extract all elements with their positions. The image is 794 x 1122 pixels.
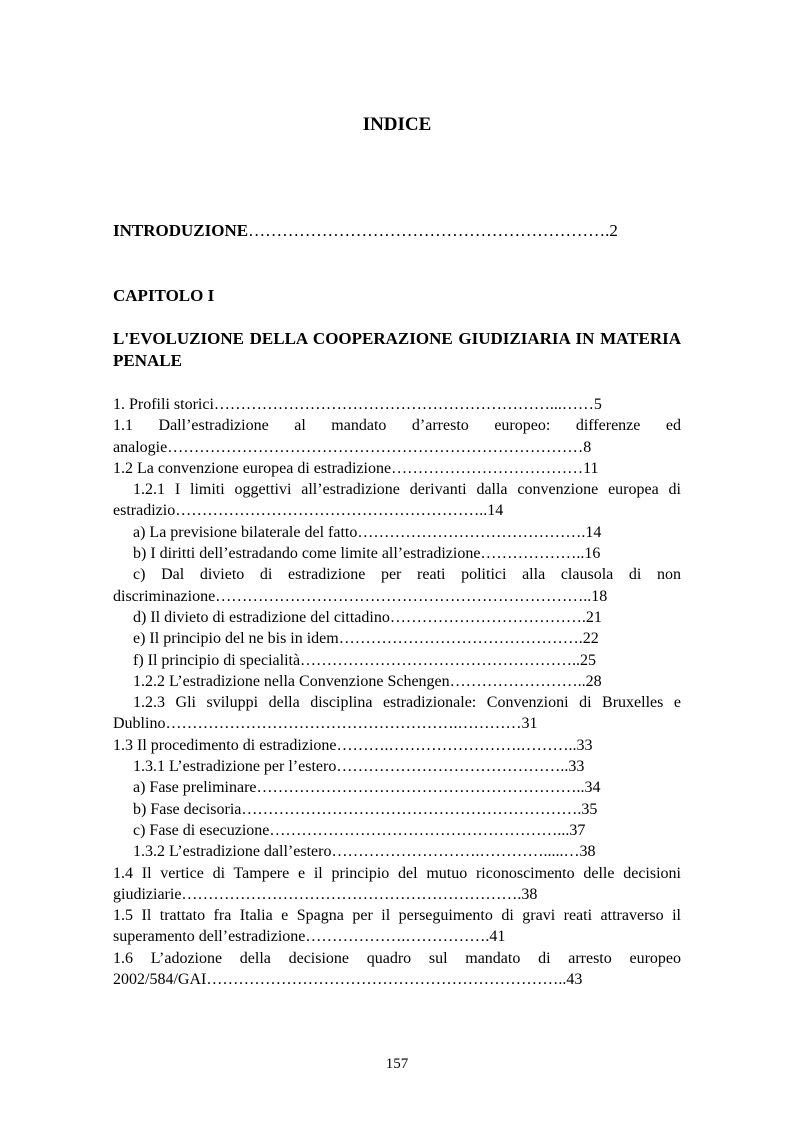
toc-entry: a) Fase preliminare……………………………………………………..34: [133, 779, 601, 797]
toc-entry: a) La previsione bilaterale del fatto…………………………………….14: [133, 523, 602, 541]
chapter-title: L'EVOLUZIONE DELLA COOPERAZIONE GIUDIZIARIA IN MATERIA PENALE: [113, 329, 681, 370]
page-number: 157: [385, 1056, 409, 1072]
page-title: INDICE: [362, 114, 432, 135]
toc-entry: 1.2.3 Gli sviluppi della disciplina estradizionale: Convenzioni di Bruxelles e Dublino……………………………………………….…………31: [113, 694, 681, 733]
toc-entry: 1.1 Dall’estradizione al mandato d’arresto europeo: differenze ed analogie……………………………………………………………………8: [113, 417, 681, 456]
toc-entry: 1.6 L’adozione della decisione quadro sul mandato di arresto europeo 2002/584/GAI…………………………………………………………..43: [113, 949, 681, 989]
toc-entry: 1.2.2 L’estradizione nella Convenzione Schengen……………………..28: [133, 672, 602, 690]
toc-entry: 1.5 Il trattato fra Italia e Spagna per il perseguimento di gravi reati attraverso il superamento dell’estradizione……………….…………….41: [113, 907, 681, 946]
toc-entry-introduction: [113, 220, 681, 242]
toc-entry: c) Dal divieto di estradizione per reati politici alla clausola di non discriminazione……………………………………………………………..18: [113, 566, 681, 605]
toc-entry: 1.3.1 L’estradizione per l’estero……………………………………..33: [133, 758, 585, 776]
introduction-leader: ……………………………………………………….: [248, 221, 610, 240]
introduction-page: 2: [609, 221, 618, 240]
toc-entry: b) Fase decisoria……………………………………………………….35: [133, 800, 598, 818]
toc-entry: b) I diritti dell’estradando come limite all’estradizione………………..16: [133, 545, 601, 563]
toc-entry: 1. Profili storici………………………………………………………...……5: [113, 396, 602, 413]
toc-entry: 1.2 La convenzione europea di estradizione………………………………11: [113, 459, 599, 477]
toc-entry: f) Il principio di specialità……………………………………………..25: [133, 651, 597, 669]
toc-entry: 1.3.2 L’estradizione dall’estero……………………….………….....…38: [133, 843, 596, 861]
toc-entry: 1.3 Il procedimento di estradizione……….…………………….………..33: [113, 736, 593, 754]
toc-entry: 1.4 Il vertice di Tampere e il principio del mutuo riconoscimento delle decisioni giudiziarie……………………………………………………….38: [113, 864, 681, 903]
toc-entry: d) Il divieto di estradizione del cittadino……………………………….21: [133, 608, 602, 626]
toc-entry: e) Il principio del ne bis in idem……………………………………….22: [133, 630, 599, 648]
toc-entry: 1.2.1 I limiti oggettivi all’estradizione derivanti dalla convenzione europea di estradizio…………………………………………………..14: [113, 481, 681, 520]
chapter-label: CAPITOLO I: [113, 286, 215, 305]
toc-entry: c) Fase di esecuzione………………………………………………...37: [133, 821, 586, 839]
table-of-contents: [113, 394, 681, 990]
introduction-label: INTRODUZIONE: [113, 221, 249, 240]
